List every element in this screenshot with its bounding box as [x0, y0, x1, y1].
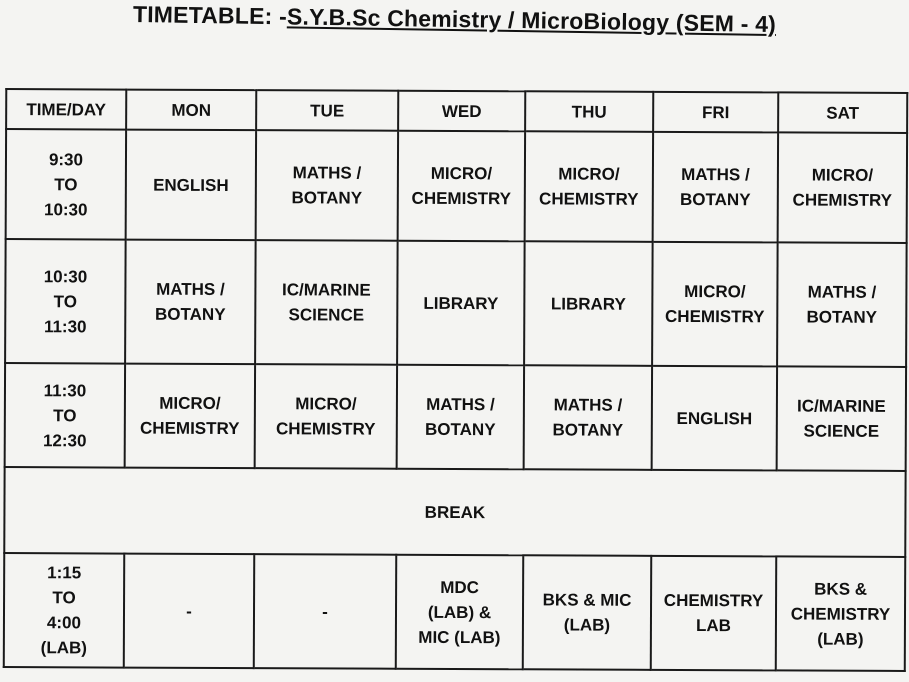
subject-label: MATHS / BOTANY [424, 394, 496, 440]
title-prefix: TIMETABLE: - [132, 0, 288, 30]
header-wed: WED [398, 91, 525, 132]
timetable [3, 88, 907, 682]
table-row [5, 363, 906, 471]
header-fri: FRI [653, 92, 778, 133]
table-row [5, 239, 907, 367]
table-cell [396, 555, 523, 670]
subject-label: - [186, 601, 192, 621]
subject-label: ENGLISH [676, 408, 753, 428]
subject-label: LIBRARY [550, 293, 626, 314]
title-main: S.Y.B.Sc Chemistry / MicroBiology (SEM - 4) [286, 3, 777, 38]
subject-label: MICRO/ CHEMISTRY [665, 282, 765, 327]
header-thu: THU [525, 91, 653, 132]
break-label: BREAK [424, 502, 486, 522]
time-cell [4, 553, 124, 668]
subject-label: MICRO/ CHEMISTRY [140, 393, 240, 439]
subject-label: MICRO/ CHEMISTRY [539, 164, 639, 209]
time-label: 10:30 TO 11:30 [43, 266, 88, 336]
table-cell [126, 130, 256, 241]
subject-label: MICRO/ CHEMISTRY [276, 394, 376, 439]
page-title [0, 0, 909, 40]
break-row [4, 467, 905, 557]
time-label: 11:30 TO 12:30 [42, 380, 87, 450]
table-cell [652, 366, 777, 471]
lab-row [4, 553, 905, 671]
subject-label: MATHS / BOTANY [806, 282, 878, 327]
table-cell [776, 556, 905, 671]
table-cell [651, 556, 776, 671]
time-cell [5, 363, 125, 468]
table-cell [525, 131, 653, 242]
table-cell [778, 132, 907, 243]
time-label: 9:30 TO 10:30 [43, 149, 88, 219]
header-row [6, 89, 907, 133]
table-cell [652, 242, 778, 367]
table-cell [255, 240, 398, 365]
table-cell [524, 365, 652, 470]
time-cell [6, 129, 126, 240]
header-time-day: TIME/DAY [6, 89, 126, 130]
header-tue: TUE [256, 90, 398, 131]
table-cell [398, 131, 525, 242]
table-cell [397, 241, 525, 366]
table-cell [125, 240, 256, 365]
time-cell [5, 239, 126, 364]
subject-label: IC/MARINE SCIENCE [281, 280, 371, 325]
subject-label: MATHS / BOTANY [680, 164, 751, 210]
subject-label: ENGLISH [153, 175, 229, 195]
table-cell [653, 132, 778, 243]
subject-label: LIBRARY [423, 293, 499, 313]
subject-label: BKS & CHEMISTRY (LAB) [790, 579, 891, 649]
header-sat: SAT [778, 92, 907, 133]
subject-label: - [322, 601, 328, 621]
subject-label: MATHS / BOTANY [552, 395, 624, 440]
subject-label: MATHS / BOTANY [154, 279, 226, 325]
subject-label: CHEMISTRY LAB [663, 590, 764, 636]
table-cell [524, 241, 653, 366]
table-cell [523, 555, 651, 670]
header-mon: MON [126, 90, 256, 131]
table-cell [777, 366, 906, 471]
subject-label: BKS & MIC (LAB) [542, 590, 632, 635]
table-cell [256, 130, 398, 241]
subject-label: IC/MARINE SCIENCE [796, 396, 886, 441]
subject-label: MATHS / BOTANY [291, 163, 363, 208]
subject-label: MICRO/ CHEMISTRY [792, 165, 893, 210]
timetable-grid [3, 88, 909, 672]
table-cell [125, 364, 255, 469]
table-cell [255, 364, 397, 469]
table-cell [777, 242, 907, 367]
table-cell [397, 365, 524, 470]
table-cell [254, 554, 396, 669]
table-row [6, 129, 907, 243]
subject-label: MICRO/ CHEMISTRY [411, 163, 512, 209]
time-label: 1:15 TO 4:00 (LAB) [40, 563, 88, 658]
subject-label: MDC (LAB) & MIC (LAB) [418, 577, 501, 647]
break-cell [4, 467, 905, 557]
table-cell [124, 554, 254, 669]
